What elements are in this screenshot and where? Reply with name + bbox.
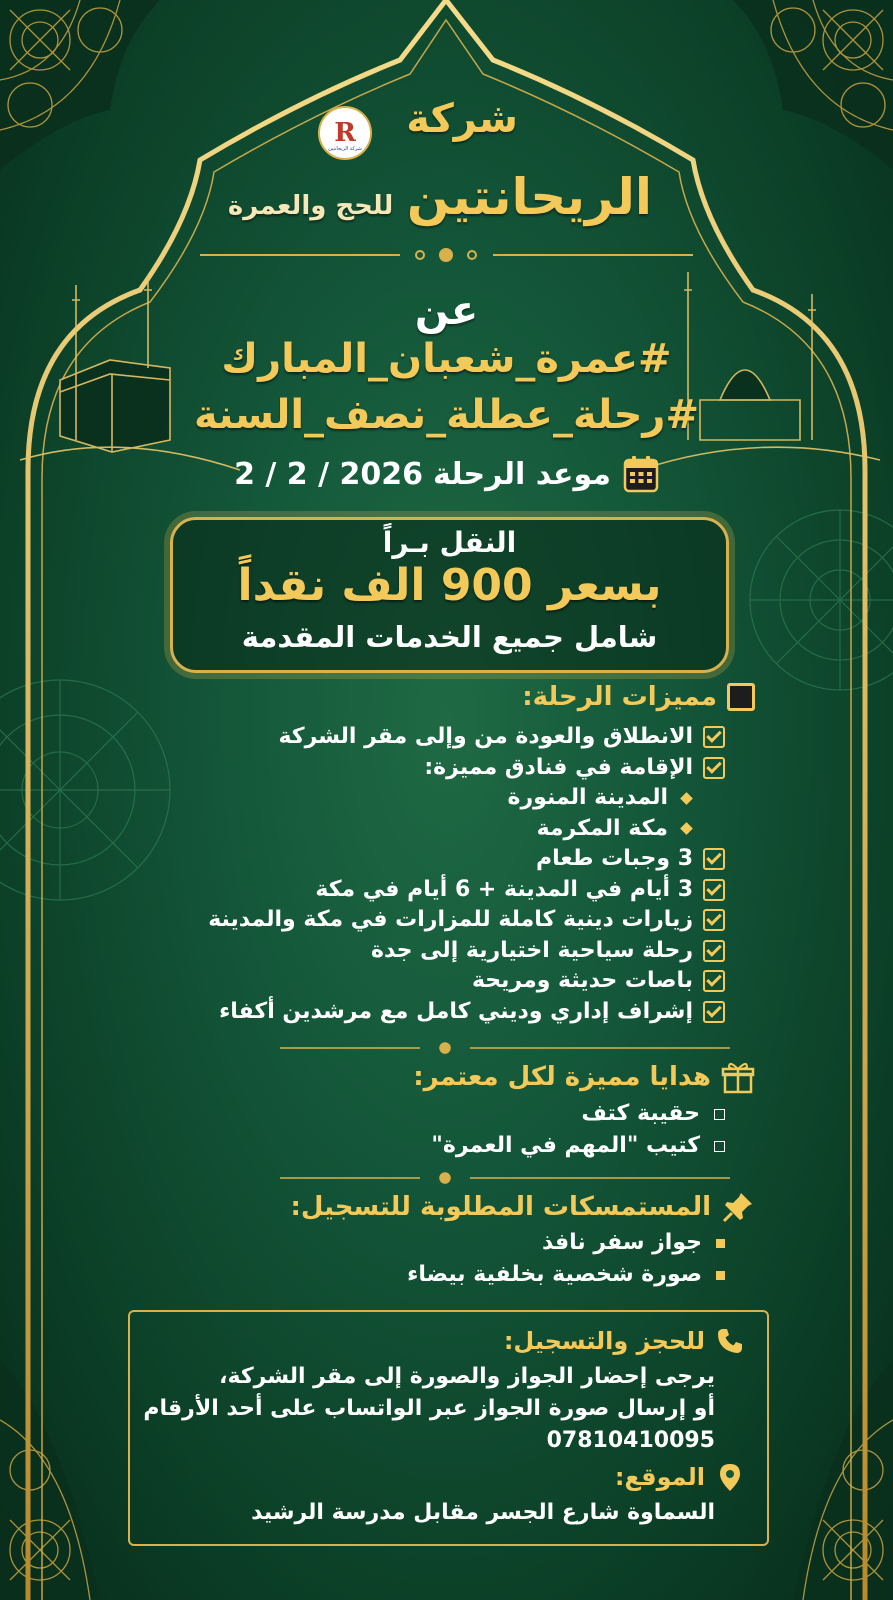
gifts-title-row — [413, 1060, 755, 1094]
hashtag-umrah: #عمرة_شعبان_المبارك — [221, 336, 672, 382]
divider-mid-2 — [280, 1173, 730, 1183]
features-title-row — [522, 682, 755, 712]
address-text: السماوة شارع الجسر مقابل مدرسة الرشيد — [251, 1500, 715, 1525]
square-bullet-icon — [716, 1271, 725, 1280]
list-item — [208, 936, 725, 967]
list-item — [208, 753, 725, 784]
features-list — [208, 722, 725, 1027]
mandala-left — [0, 680, 170, 900]
features-title: مميزات الرحلة: — [522, 682, 717, 712]
checkbox-icon — [703, 909, 725, 931]
list-item — [208, 875, 725, 906]
checkbox-icon — [703, 757, 725, 779]
corner-ornament-top-left — [0, 0, 160, 170]
divider-top — [200, 249, 693, 261]
list-item — [208, 905, 725, 936]
document-text: صورة شخصية بخلفية بيضاء — [407, 1262, 702, 1287]
square-outline-bullet-icon — [714, 1109, 725, 1120]
headline-about: عن — [414, 288, 479, 334]
list-item — [431, 1130, 725, 1162]
corner-ornament-bottom-right — [793, 1360, 893, 1600]
logo-letters: R — [334, 118, 356, 148]
gifts-list — [431, 1098, 725, 1162]
gift-icon — [721, 1060, 755, 1094]
square-outline-bullet-icon — [714, 1141, 725, 1152]
feature-text: إشراف إداري وديني كامل مع مرشدين أكفاء — [219, 998, 693, 1024]
brand-word-company: شركة — [406, 96, 518, 142]
list-item — [431, 1098, 725, 1130]
checkbox-icon — [703, 726, 725, 748]
feature-text: المدينة المنورة — [507, 785, 668, 810]
booking-instruction-1: يرجى إحضار الجواز والصورة إلى مقر الشركة، — [219, 1364, 715, 1389]
corner-ornament-top-right — [733, 0, 893, 170]
trip-date-value: 2 / 2 / 2026 — [234, 456, 424, 492]
checkbox-icon — [703, 970, 725, 992]
booking-instruction-2: أو إرسال صورة الجواز عبر الواتساب على أحد الأرقام — [143, 1396, 715, 1421]
mandala-right — [750, 510, 893, 690]
feature-text: 3 أيام في المدينة + 6 أيام في مكة — [315, 876, 693, 902]
list-item — [208, 966, 725, 997]
phone-number[interactable]: 07810410095 — [546, 1428, 715, 1453]
documents-title: المستمسكات المطلوبة للتسجيل: — [290, 1192, 711, 1222]
gifts-title: هدايا مميزة لكل معتمر: — [413, 1062, 711, 1092]
checkbox-icon — [703, 879, 725, 901]
corner-ornament-bottom-left — [0, 1360, 100, 1600]
gift-text: حقيبة كتف — [581, 1101, 700, 1126]
brand-tagline: للحج والعمرة — [227, 191, 394, 221]
price-text: بسعر 900 الف نقداً — [237, 560, 662, 611]
calendar-icon — [623, 455, 659, 493]
diamond-bullet-icon — [680, 792, 693, 805]
checkbox-icon — [703, 848, 725, 870]
feature-text: باصات حديثة ومريحة — [471, 968, 693, 993]
includes-text: شامل جميع الخدمات المقدمة — [241, 620, 658, 654]
documents-list — [407, 1227, 725, 1291]
brand-name: الريحانتين — [406, 168, 653, 226]
price-box — [170, 517, 729, 673]
list-item — [208, 783, 725, 814]
transport-text: النقل بـراً — [382, 526, 517, 559]
feature-text: 3 وجبات طعام — [535, 846, 693, 871]
booking-title-row — [504, 1326, 745, 1356]
square-bullet-icon — [716, 1239, 725, 1248]
location-title-row — [615, 1462, 745, 1492]
hashtag-trip: #رحلة_عطلة_نصف_السنة — [194, 392, 699, 438]
location-title: الموقع: — [614, 1463, 705, 1491]
contact-box — [128, 1310, 769, 1546]
pushpin-icon — [721, 1190, 755, 1224]
list-item — [407, 1259, 725, 1291]
checkbox-icon — [703, 940, 725, 962]
feature-text: الإقامة في فنادق مميزة: — [424, 754, 693, 780]
list-item — [208, 997, 725, 1028]
list-item — [407, 1227, 725, 1259]
booking-title: للحجز والتسجيل: — [503, 1327, 705, 1355]
feature-text: الانطلاق والعودة من وإلى مقر الشركة — [278, 724, 693, 749]
documents-title-row — [291, 1190, 755, 1224]
diamond-bullet-icon — [680, 822, 693, 835]
list-item — [208, 722, 725, 753]
trip-date-row — [200, 455, 693, 493]
brand-name-line — [200, 168, 680, 226]
trip-date-label: موعد الرحلة — [433, 456, 611, 492]
list-item — [208, 814, 725, 845]
list-item — [208, 844, 725, 875]
company-logo — [318, 106, 372, 160]
gift-text: كتيب "المهم في العمرة" — [431, 1133, 700, 1158]
checkbox-icon — [703, 1001, 725, 1023]
divider-mid-1 — [280, 1043, 730, 1053]
feature-text: رحلة سياحية اختيارية إلى جدة — [370, 937, 693, 963]
phone-icon — [715, 1326, 745, 1356]
document-text: جواز سفر نافذ — [542, 1230, 702, 1255]
feature-text: مكة المكرمة — [536, 815, 668, 841]
logo-subtitle: شركة الريحانتين — [328, 146, 362, 152]
square-icon — [727, 683, 755, 711]
feature-text: زيارات دينية كاملة للمزارات في مكة والمدينة — [208, 907, 693, 932]
location-pin-icon — [715, 1462, 745, 1492]
